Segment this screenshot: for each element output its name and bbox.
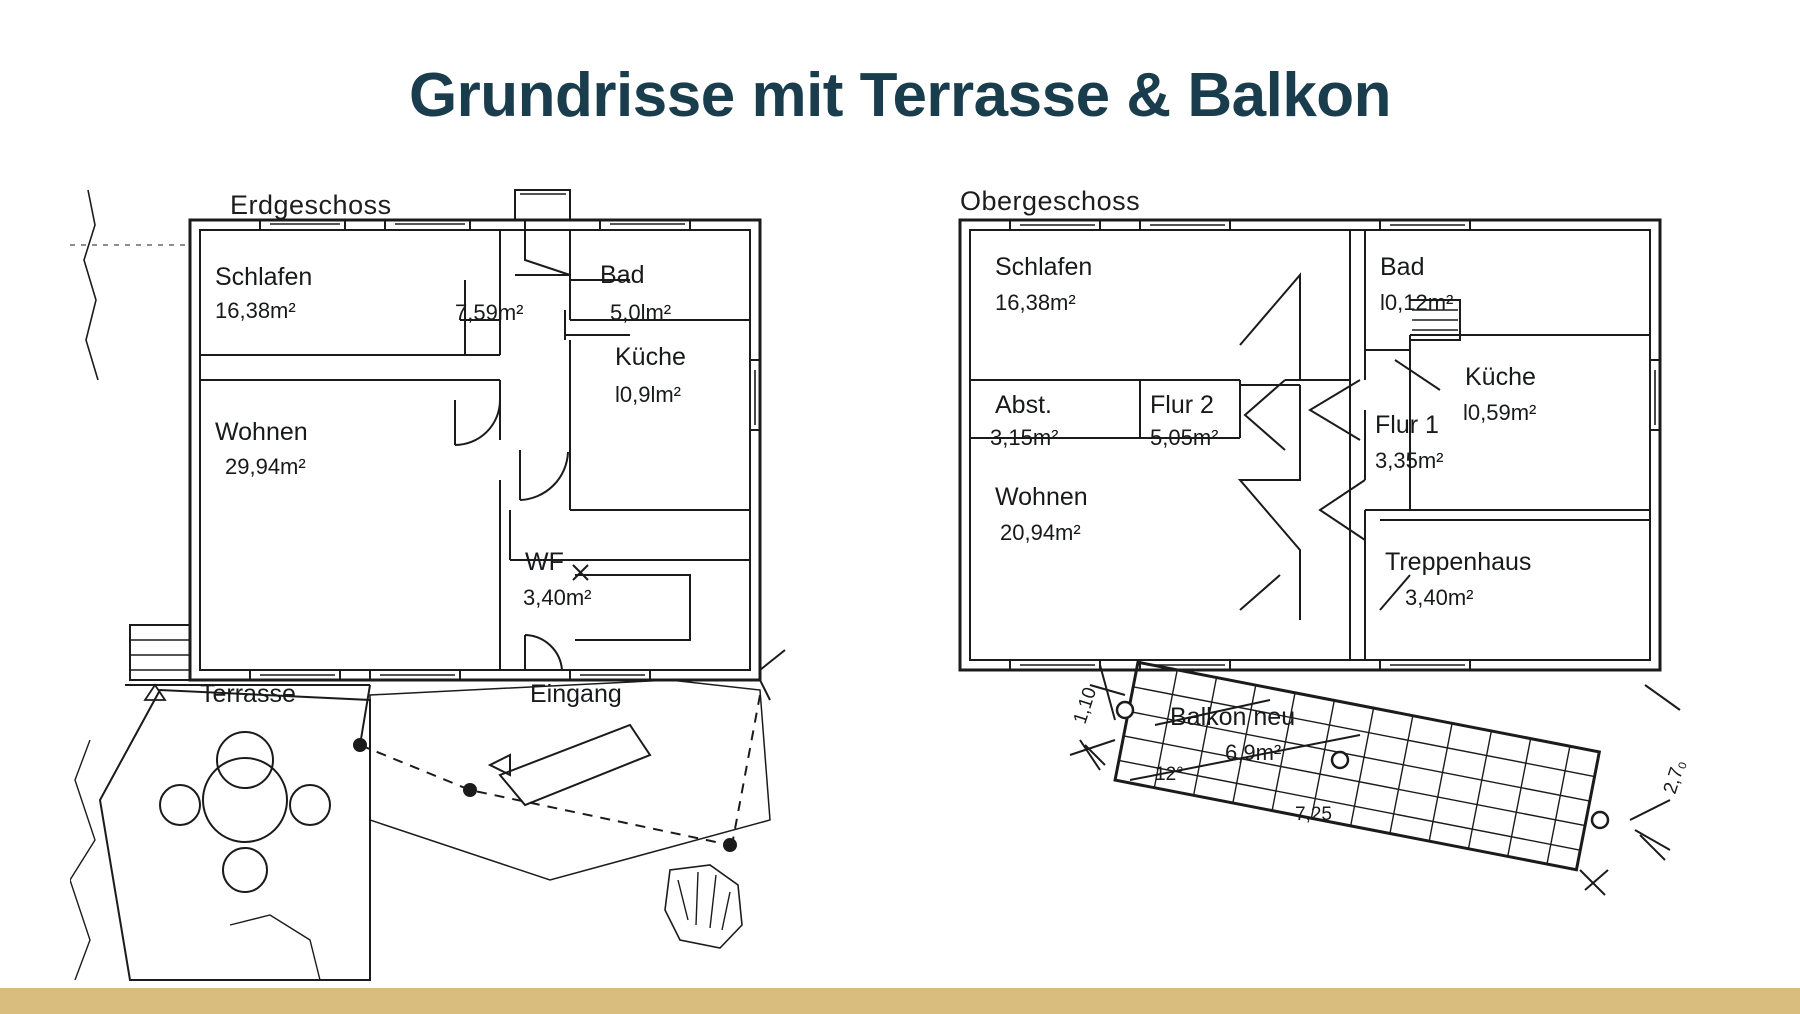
room-name-treppenhaus-og: Treppenhaus [1385,548,1532,576]
room-name-wf-eg: WF [525,548,564,576]
room-area-schlafen-eg: 16,38m² [215,298,296,323]
room-name-wohnen-eg: Wohnen [215,418,308,446]
room-name-balkon-neu: Balkon neu [1170,703,1296,731]
erdgeschoss-drawing [70,180,920,990]
room-area-treppenhaus-og: 3,40m² [1405,585,1474,610]
room-area-wohnen-eg: 29,94m² [225,454,306,479]
room-area-abst-og: 3,15m² [990,425,1059,450]
dimension-12grad: 12° [1155,764,1184,785]
room-area-flur2-og: 5,05m² [1150,425,1219,450]
room-area-flur1-og: 3,35m² [1375,448,1444,473]
room-area-wohnen-og: 20,94m² [1000,520,1081,545]
footer-accent-bar [0,988,1800,1014]
room-area-bad-eg: 5,0lm² [610,300,672,325]
label-terrasse: Terrasse [200,680,296,708]
dimension-270: 2,7₀ [1659,757,1691,797]
obergeschoss-drawing [940,180,1760,990]
room-area-wf-eg: 3,40m² [523,585,592,610]
room-name-bad-eg: Bad [600,261,645,289]
area-flur-eg: 7,59m² [455,300,524,325]
dimension-110: 1,10 [1069,684,1102,727]
room-name-schlafen-og: Schlafen [995,253,1093,281]
label-eingang: Eingang [530,680,622,708]
room-area-balkon-neu: 6,9m² [1225,740,1282,765]
floor-label-obergeschoss: Obergeschoss [960,186,1141,216]
room-name-flur2-og: Flur 2 [1150,391,1214,419]
room-name-flur1-og: Flur 1 [1375,411,1439,439]
room-name-kueche-og: Küche [1465,363,1536,391]
room-name-bad-og: Bad [1380,253,1425,281]
floorplan-obergeschoss [940,180,1760,990]
page-title: Grundrisse mit Terrasse & Balkon [408,61,1392,130]
room-area-bad-og: l0,12m² [1380,290,1454,315]
room-area-kueche-og: l0,59m² [1463,400,1537,425]
room-area-schlafen-og: 16,38m² [995,290,1076,315]
room-name-kueche-eg: Küche [615,343,686,371]
room-name-wohnen-og: Wohnen [995,483,1088,511]
room-name-abst-og: Abst. [995,391,1052,419]
room-name-schlafen-eg: Schlafen [215,263,313,291]
dimension-725: 7,25 [1295,804,1332,825]
floorplan-erdgeschoss [70,180,920,990]
room-area-kueche-eg: l0,9lm² [615,382,682,407]
floor-label-erdgeschoss: Erdgeschoss [230,190,392,220]
